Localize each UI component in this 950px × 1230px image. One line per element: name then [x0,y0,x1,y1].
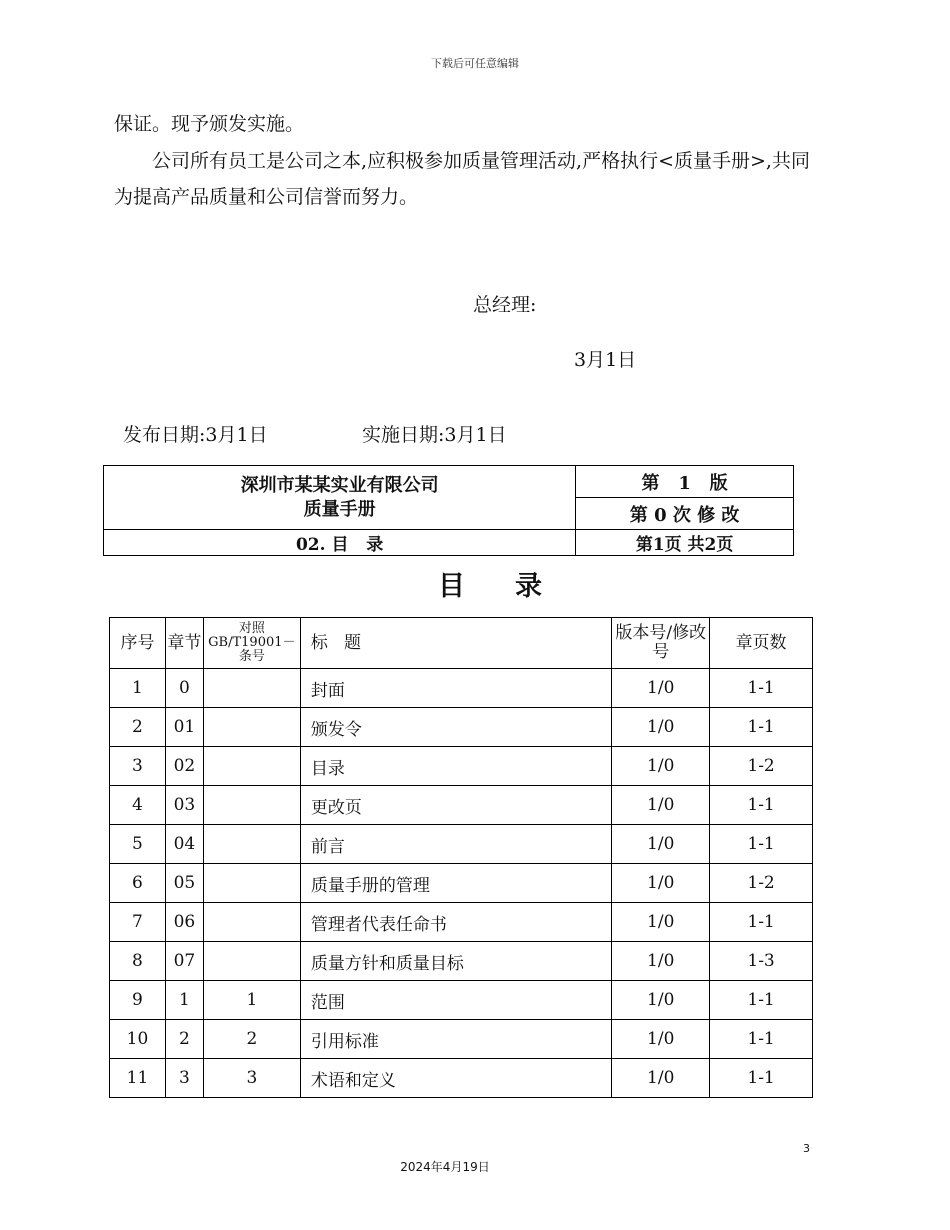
toc-cell-no: 5 [110,825,166,864]
toc-cell-no: 2 [110,708,166,747]
toc-cell-title: 质量方针和质量目标 [300,942,611,981]
toc-cell-version: 1/0 [612,669,710,708]
toc-cell-no: 3 [110,747,166,786]
toc-cell-chapter: 3 [165,1059,203,1098]
toc-cell-ref [203,942,300,981]
signature-label: 总经理: [473,294,537,316]
toc-cell-ref [203,669,300,708]
toc-cell-no: 10 [110,1020,166,1059]
col-ref: 对照GB/T19001－条号 [203,618,300,669]
paragraph-issue: 保证。现予颁发实施。 [114,113,305,135]
toc-cell-no: 6 [110,864,166,903]
toc-row [110,981,813,1020]
toc-cell-title: 封面 [300,669,611,708]
toc-cell-title: 更改页 [300,786,611,825]
toc-cell-chapter: 05 [165,864,203,903]
toc-cell-ref [203,747,300,786]
toc-cell-chapter: 06 [165,903,203,942]
toc-row [110,903,813,942]
toc-row [110,747,813,786]
toc-cell-chapter: 2 [165,1020,203,1059]
toc-cell-ref [203,708,300,747]
toc-cell-no: 9 [110,981,166,1020]
document-header-table [103,465,794,556]
toc-cell-version: 1/0 [612,786,710,825]
toc-cell-chapter: 03 [165,786,203,825]
toc-cell-pages: 1-1 [710,708,813,747]
toc-cell-version: 1/0 [612,903,710,942]
toc-row [110,1059,813,1098]
toc-row [110,708,813,747]
toc-cell-chapter: 01 [165,708,203,747]
page-count-cell: 第1页 共2页 [576,530,794,556]
toc-cell-title: 前言 [300,825,611,864]
toc-cell-title: 质量手册的管理 [300,864,611,903]
toc-cell-no: 4 [110,786,166,825]
col-chapter: 章节 [165,618,203,669]
toc-cell-ref [203,786,300,825]
toc-row [110,825,813,864]
header-note: 下载后可任意编辑 [431,57,519,70]
toc-cell-title: 目录 [300,747,611,786]
toc-cell-version: 1/0 [612,708,710,747]
toc-cell-title: 颁发令 [300,708,611,747]
toc-row [110,864,813,903]
toc-cell-pages: 1-2 [710,864,813,903]
toc-cell-title: 范围 [300,981,611,1020]
toc-table [109,617,813,1098]
release-date: 发布日期:3月1日 [123,424,268,446]
toc-cell-ref: 1 [203,981,300,1020]
toc-cell-version: 1/0 [612,825,710,864]
toc-cell-ref: 2 [203,1020,300,1059]
toc-cell-chapter: 0 [165,669,203,708]
section-cell: 02. 目 录 [104,530,576,556]
toc-title: 目录 [438,571,592,602]
toc-cell-ref [203,864,300,903]
footer-date: 2024年4月19日 [400,1160,490,1174]
col-title: 标 题 [300,618,611,669]
toc-cell-ref [203,903,300,942]
toc-cell-title: 管理者代表任命书 [300,903,611,942]
toc-cell-ref [203,825,300,864]
toc-cell-chapter: 07 [165,942,203,981]
col-no: 序号 [110,618,166,669]
toc-cell-title: 引用标准 [300,1020,611,1059]
toc-cell-pages: 1-1 [710,1020,813,1059]
signature-date: 3月1日 [574,349,637,371]
implement-date: 实施日期:3月1日 [362,424,507,446]
toc-cell-title: 术语和定义 [300,1059,611,1098]
toc-cell-pages: 1-1 [710,981,813,1020]
company-cell [104,466,576,530]
toc-row [110,669,813,708]
toc-cell-pages: 1-2 [710,747,813,786]
toc-cell-version: 1/0 [612,942,710,981]
toc-cell-pages: 1-1 [710,669,813,708]
toc-cell-pages: 1-1 [710,786,813,825]
toc-cell-pages: 1-1 [710,1059,813,1098]
page-number: 3 [803,1142,810,1155]
col-version: 版本号/修改号 [612,618,710,669]
toc-cell-pages: 1-3 [710,942,813,981]
manual-name: 质量手册 [303,498,376,520]
toc-cell-version: 1/0 [612,1059,710,1098]
toc-cell-no: 7 [110,903,166,942]
toc-cell-ref: 3 [203,1059,300,1098]
toc-cell-version: 1/0 [612,864,710,903]
toc-cell-version: 1/0 [612,981,710,1020]
toc-cell-chapter: 04 [165,825,203,864]
toc-cell-no: 1 [110,669,166,708]
toc-cell-version: 1/0 [612,747,710,786]
paragraph-employees: 公司所有员工是公司之本,应积极参加质量管理活动,严格执行<质量手册>,共同为提高产品质量和公司信誉而努力。 [114,150,810,208]
toc-row [110,786,813,825]
revision-cell: 第 0 次 修 改 [576,498,794,530]
toc-row [110,942,813,981]
edition-cell: 第 1 版 [576,466,794,498]
toc-cell-no: 11 [110,1059,166,1098]
col-pages: 章页数 [710,618,813,669]
toc-cell-chapter: 1 [165,981,203,1020]
toc-cell-version: 1/0 [612,1020,710,1059]
toc-cell-pages: 1-1 [710,903,813,942]
toc-cell-pages: 1-1 [710,825,813,864]
toc-row [110,1020,813,1059]
toc-cell-no: 8 [110,942,166,981]
toc-cell-chapter: 02 [165,747,203,786]
toc-header-row [110,618,813,669]
company-name: 深圳市某某实业有限公司 [240,474,439,496]
